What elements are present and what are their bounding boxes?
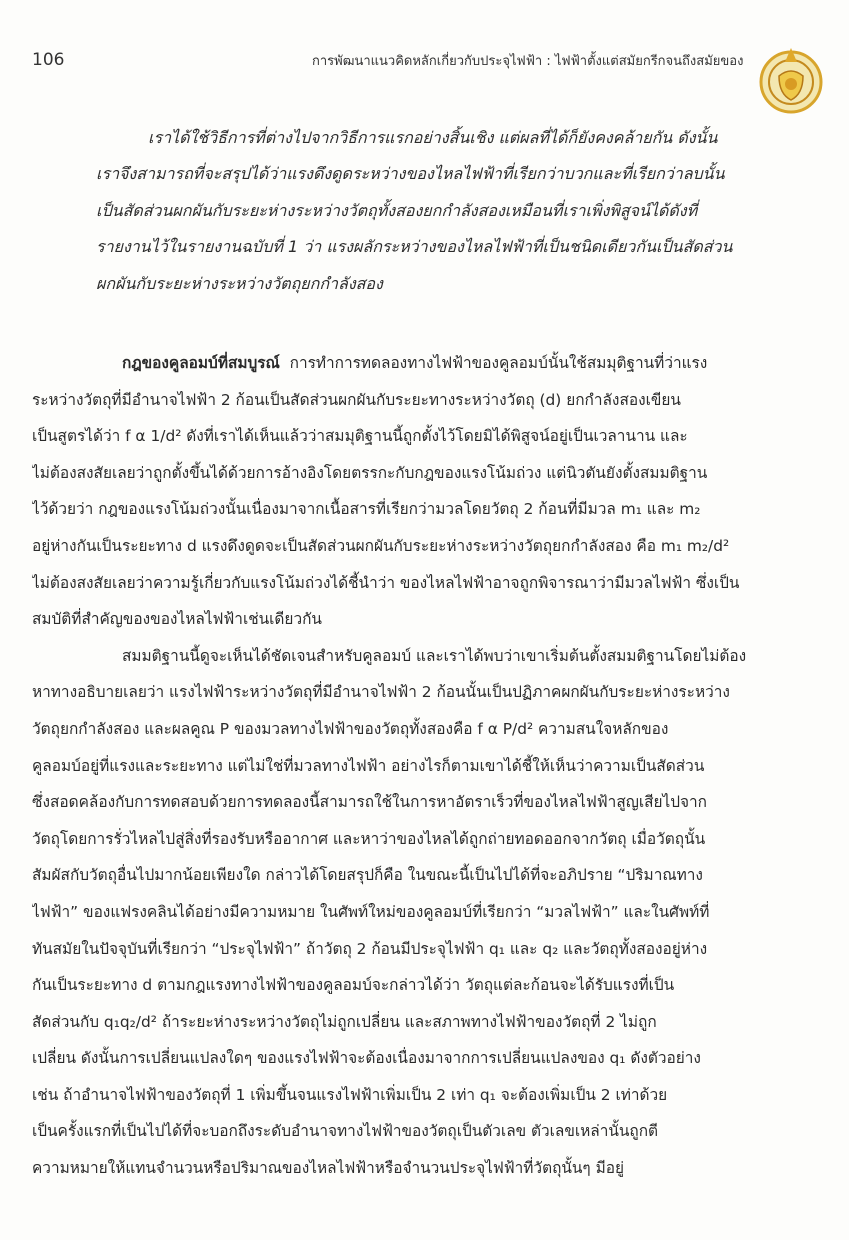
section-first-line — [32, 345, 796, 382]
paragraph-line: คูลอมบ์อยู่ที่แรงและระยะทาง แต่ไม่ใช่ที่มวลทางไฟฟ้า อย่างไรก็ตามเขาได้ชี้ให้เห็นว่าความเป็นสัดส่วน — [32, 756, 705, 775]
paragraph-line: ไว้ด้วยว่า กฎของแรงโน้มถ่วงนั้นเนื่องมาจากเนื้อสารที่เรียกว่ามวลโดยวัตถุ 2 ก้อนที่มีมวล m₁ และ m₂ — [32, 500, 701, 519]
paragraph-line: ไฟฟ้า” ของแฟรงคลินได้อย่างมีความหมาย ในศัพท์ใหม่ของคูลอมบ์ที่เรียกว่า “มวลไฟฟ้า” และในศัพท์ที่ — [32, 902, 710, 921]
paragraph-line: วัตถุยกกำลังสอง และผลคูณ P ของมวลทางไฟฟ้าของวัตถุทั้งสองคือ f α P/d² ความสนใจหลักของ — [32, 719, 669, 738]
paragraph-line: กันเป็นระยะทาง d ตามกฎแรงทางไฟฟ้าของคูลอมบ์จะกล่าวได้ว่า วัตถุแต่ละก้อนจะได้รับแรงที่เป็น — [32, 976, 675, 995]
paragraph-line: เป็นสูตรได้ว่า f α 1/d² ดังที่เราได้เห็นแล้วว่าสมมุติฐานนี้ถูกตั้งไว้โดยมิได้พิสูจน์อยู่เป็นเวลานาน และ — [32, 427, 688, 446]
section-heading: กฎของคูลอมบ์ที่สมบูรณ์ — [122, 354, 280, 372]
paragraph-line: ไม่ต้องสงสัยเลยว่าความรู้เกี่ยวกับแรงโน้มถ่วงได้ชี้นำว่า ของไหลไฟฟ้าอาจถูกพิจารณาว่ามีมวลไฟฟ้า ซึ่งเป็น — [32, 573, 740, 592]
paragraph-line: สมบัติที่สำคัญของของไหลไฟฟ้าเช่นเดียวกัน — [32, 610, 322, 629]
paragraph-line: ซึ่งสอดคล้องกับการทดสอบด้วยการทดลองนี้สามารถใช้ในการหาอัตราเร็วที่ของไหลไฟฟ้าสูญเสียไปจาก — [32, 793, 707, 812]
quote-line: รายงานไว้ในรายงานฉบับที่ 1 ว่า แรงผลักระหว่างของไหลไฟฟ้าที่เป็นชนิดเดียวกันเป็นสัดส่วน — [96, 237, 733, 257]
paragraph-line: สัมผัสกับวัตถุอื่นไปมากน้อยเพียงใด กล่าวได้โดยสรุปก็คือ ในขณะนี้เป็นไปได้ที่จะอภิปราย “ปริมาณทาง — [32, 866, 703, 885]
quote-line: เป็นสัดส่วนผกผันกับระยะห่างระหว่างวัตถุทั้งสองยกกำลังสองเหมือนที่เราเพิ่งพิสูจน์ได้ดังที่ — [96, 200, 698, 220]
quote-line: เราจึงสามารถที่จะสรุปได้ว่าแรงดึงดูดระหว่างของไหลไฟฟ้าที่เรียกว่าบวกและที่เรียกว่าลบนั้น — [96, 164, 725, 184]
quoted-passage — [68, 120, 758, 302]
paragraph-line: หาทางอธิบายเลยว่า แรงไฟฟ้าระหว่างวัตถุที่มีอำนาจไฟฟ้า 2 ก้อนนั้นเป็นปฏิภาคผกผันกับระยะห่างระหว่าง — [32, 683, 730, 702]
paragraph-line: เป็นครั้งแรกที่เป็นไปได้ที่จะบอกถึงระดับอำนาจทางไฟฟ้าของวัตถุเป็นตัวเลข ตัวเลขเหล่านั้นถูกตี — [32, 1122, 659, 1141]
section-first-line-text: การทำการทดลองทางไฟฟ้าของคูลอมบ์นั้นใช้สมมุติฐานที่ว่าแรง — [289, 354, 708, 372]
paragraph-line: อยู่ห่างกันเป็นระยะทาง d แรงดึงดูดจะเป็นสัดส่วนผกผันกับระยะห่างระหว่างวัตถุยกกำลังสอง คือ m₁ m₂/d² — [32, 536, 730, 555]
paragraph-line: วัตถุโดยการรั่วไหลไปสู่สิ่งที่รองรับหรืออากาศ และหาว่าของไหลได้ถูกถ่ายทอดออกจากวัตถุ เมื่อวัตถุนั้น — [32, 829, 706, 848]
page-number: 106 — [32, 50, 65, 70]
paragraph-line: ระหว่างวัตถุที่มีอำนาจไฟฟ้า 2 ก้อนเป็นสัดส่วนผกผันกับระยะทางระหว่างวัตถุ (d) ยกกำลังสองเขียน — [32, 390, 681, 409]
paragraph-line: สัดส่วนกับ q₁q₂/d² ถ้าระยะห่างระหว่างวัตถุไม่ถูกเปลี่ยน และสภาพทางไฟฟ้าของวัตถุที่ 2 ไม่ถูก — [32, 1012, 657, 1031]
paragraph-line: ความหมายให้แทนจำนวนหรือปริมาณของไหลไฟฟ้าหรือจำนวนประจุไฟฟ้าที่วัตถุนั้นๆ มีอยู่ — [32, 1159, 624, 1178]
paragraph-line: ทันสมัยในปัจจุบันที่เรียกว่า “ประจุไฟฟ้า” ถ้าวัตถุ 2 ก้อนมีประจุไฟฟ้า q₁ และ q₂ และวัตถุทั้งสองอยู่ห่าง — [32, 939, 708, 958]
quote-line: เราได้ใช้วิธีการที่ต่างไปจากวิธีการแรกอย่างสิ้นเชิง แต่ผลที่ได้ก็ยังคงคล้ายกัน ดังนั้น — [148, 128, 718, 147]
paragraph-line: สมมติฐานนี้ดูจะเห็นได้ชัดเจนสำหรับคูลอมบ์ และเราได้พบว่าเขาเริ่มต้นตั้งสมมติฐานโดยไม่ต้อง — [122, 646, 747, 665]
paragraph-line: ไม่ต้องสงสัยเลยว่าถูกตั้งขึ้นได้ด้วยการอ้างอิงโดยตรรกะกับกฎของแรงโน้มถ่วง แต่นิวตันยังตั้งสมมติฐาน — [32, 463, 708, 482]
body-text — [32, 345, 796, 1187]
paragraph-line: เช่น ถ้าอำนาจไฟฟ้าของวัตถุที่ 1 เพิ่มขึ้นจนแรงไฟฟ้าเพิ่มเป็น 2 เท่า q₁ จะต้องเพิ่มเป็น 2 เท่าด้วย — [32, 1085, 668, 1104]
institution-seal-icon — [753, 42, 829, 118]
quote-line: ผกผันกับระยะห่างระหว่างวัตถุยกกำลังสอง — [96, 273, 383, 293]
running-title: การพัฒนาแนวคิดหลักเกี่ยวกับประจุไฟฟ้า : ไฟฟ้าตั้งแต่สมัยกรีกจนถึงสมัยของ — [312, 54, 744, 69]
paragraph-line: เปลี่ยน ดังนั้นการเปลี่ยนแปลงใดๆ ของแรงไฟฟ้าจะต้องเนื่องมาจากการเปลี่ยนแปลงของ q₁ ดังตัวอย่าง — [32, 1049, 701, 1068]
